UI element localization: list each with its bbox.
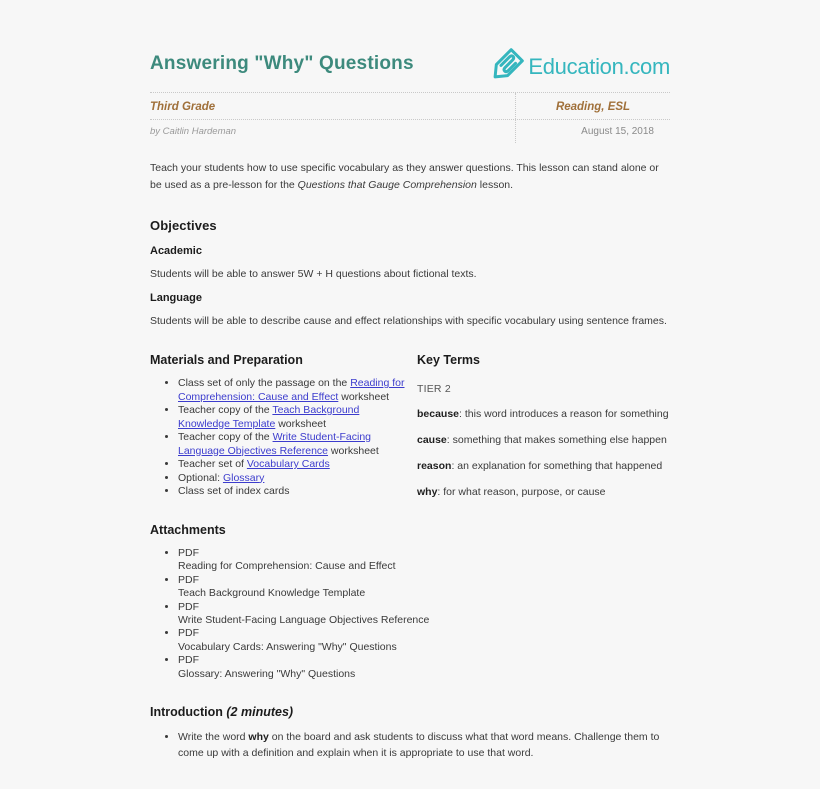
attachment-type: PDF [178, 600, 199, 613]
term-definition: : an explanation for something that happened [451, 459, 663, 472]
attachment-type: PDF [178, 573, 199, 586]
materials-item: • Class set of only the passage on the Reading for Comprehension: Cause and Effect worksheet [178, 377, 405, 404]
subject-tags: Reading, ESL [515, 93, 670, 119]
attachments-list [150, 547, 670, 681]
introduction-heading [150, 705, 670, 719]
materials-keyterms-section [150, 353, 670, 499]
page-title: Answering "Why" Questions [150, 53, 414, 74]
key-terms-heading: Key Terms [417, 353, 480, 367]
grade-level: Third Grade [150, 101, 216, 113]
attachment-item [178, 574, 670, 601]
worksheet-link[interactable]: Teach Background Knowledge Template [178, 404, 360, 430]
objectives-heading: Objectives [150, 218, 217, 233]
author-date-row [150, 119, 670, 143]
term-word: why [417, 485, 438, 498]
materials-item: • Teacher set of Vocabulary Cards [178, 458, 405, 472]
materials-item: • Teacher copy of the Write Student-Facing Language Objectives Reference worksheet [178, 431, 405, 458]
introduction-duration: (2 minutes) [226, 705, 294, 720]
materials-item: • Teacher copy of the Teach Background Knowledge Template worksheet [178, 404, 405, 431]
attachment-item [178, 627, 670, 654]
attachment-item [178, 654, 670, 681]
objectives-academic-text: Students will be able to answer 5W + H questions about fictional texts. [150, 268, 477, 280]
term-word: because [417, 407, 460, 420]
key-term [417, 486, 670, 500]
materials-item: • Class set of index cards [178, 485, 405, 499]
materials-item: • Optional: Glossary [178, 472, 405, 486]
introduction-title: Introduction [150, 705, 223, 720]
attachment-name: Vocabulary Cards: Answering "Why" Questions [178, 640, 397, 653]
attachment-type: PDF [178, 654, 199, 667]
term-word: reason [417, 459, 452, 472]
summary-text-end: lesson. [476, 179, 514, 191]
vocabulary-cards-link[interactable]: Vocabulary Cards [246, 458, 330, 470]
referenced-lesson-title: Questions that Gauge Comprehension [297, 179, 477, 191]
materials-heading: Materials and Preparation [150, 353, 303, 367]
attachment-item [178, 601, 670, 628]
attachment-type: PDF [178, 627, 199, 640]
objectives-language-text: Students will be able to describe cause and effect relationships with specific vocabulary using sentence frames. [150, 315, 667, 327]
logo-wordmark: Education.com [528, 54, 670, 79]
objectives-language-label: Language [150, 292, 202, 304]
materials-list [150, 377, 405, 499]
materials-column [150, 353, 417, 499]
glossary-link[interactable]: Glossary [222, 471, 265, 484]
attachment-name: Reading for Comprehension: Cause and Effect [178, 560, 396, 573]
summary-text: Teach your students how to use specific vocabulary as they answer questions. This lesson can stand alone or be used as a pre-lesson for the [150, 162, 659, 191]
attachment-name: Teach Background Knowledge Template [178, 587, 366, 600]
header [150, 45, 670, 92]
term-word: cause [417, 433, 447, 446]
key-terms-column [417, 353, 670, 499]
lesson-plan-page [150, 0, 670, 761]
objectives-academic-label: Academic [150, 245, 202, 257]
term-definition: : for what reason, purpose, or cause [437, 485, 606, 498]
lesson-meta [150, 92, 670, 143]
emphasized-word: why [248, 731, 269, 744]
pencil-scribble-icon [484, 45, 526, 89]
term-definition: : this word introduces a reason for something [459, 407, 669, 420]
publish-date: August 15, 2018 [515, 120, 670, 143]
introduction-step: • Write the word why on the board and ask students to discuss what that word means. Challenge them to come up with a definition and explain when it is appropriate to use that word. [178, 729, 670, 761]
attachment-item [178, 547, 670, 574]
key-term [417, 434, 670, 448]
introduction-steps [150, 729, 670, 761]
attachment-name: Glossary: Answering "Why" Questions [178, 667, 356, 680]
worksheet-link[interactable]: Write Student-Facing Language Objectives Reference [178, 431, 371, 457]
term-definition: : something that makes something else happen [446, 433, 667, 446]
lesson-summary [150, 160, 670, 194]
education-logo [484, 45, 670, 89]
attachment-name: Write Student-Facing Language Objectives Reference [178, 614, 430, 627]
author-byline: by Caitlin Hardeman [150, 126, 237, 137]
key-term [417, 408, 670, 422]
attachments-heading: Attachments [150, 523, 226, 537]
worksheet-link[interactable]: Reading for Comprehension: Cause and Effect [178, 377, 405, 403]
tier-label: TIER 2 [417, 383, 451, 395]
attachment-type: PDF [178, 547, 199, 559]
grade-subject-row [150, 93, 670, 119]
key-term [417, 460, 670, 474]
